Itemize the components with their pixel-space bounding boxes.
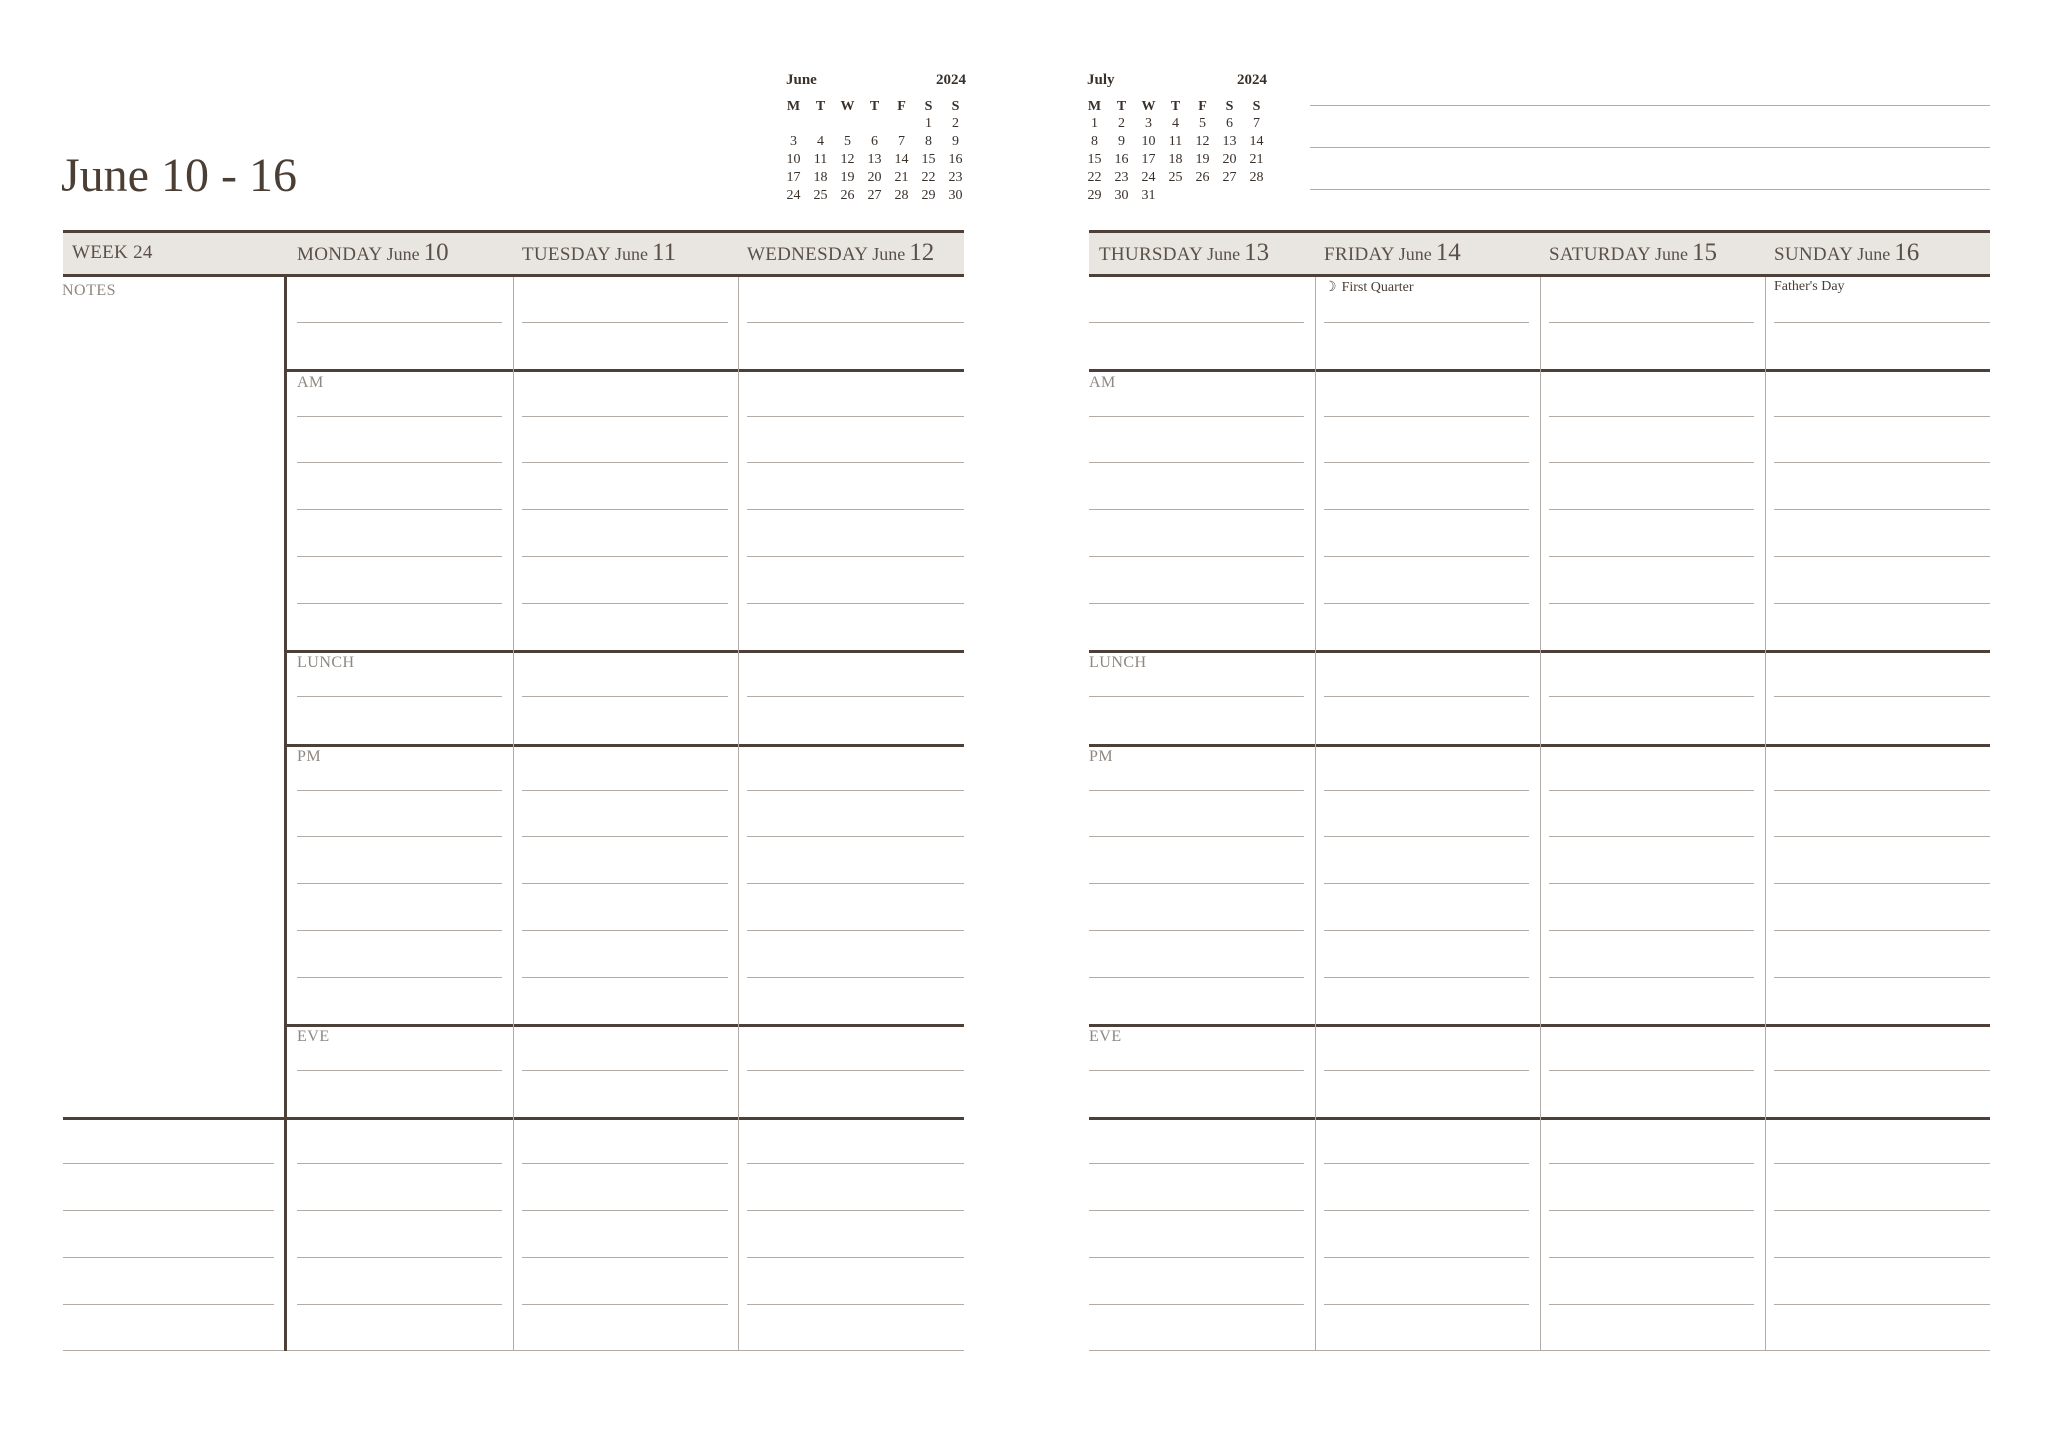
mini-calendar-day[interactable]: 23: [948, 170, 963, 185]
section-label-pm: PM: [297, 748, 322, 765]
day-month: June: [872, 244, 906, 264]
mini-calendar-day[interactable]: 19: [1195, 152, 1210, 167]
mini-calendar-day[interactable]: 16: [948, 152, 963, 167]
write-line[interactable]: [297, 1163, 502, 1164]
write-line[interactable]: [522, 696, 728, 697]
day-header-saturday: [1549, 240, 1717, 265]
note-line[interactable]: [1310, 147, 1990, 148]
mini-calendar-june: [786, 72, 966, 212]
notes-line[interactable]: [63, 1163, 274, 1164]
write-line[interactable]: [1774, 1210, 1990, 1211]
write-line[interactable]: [1774, 696, 1990, 697]
write-line[interactable]: [297, 1304, 502, 1305]
mini-calendar-day[interactable]: 22: [1087, 170, 1102, 185]
write-line[interactable]: [297, 603, 502, 604]
section-label-lunch: LUNCH: [1089, 654, 1147, 671]
mini-calendar-day[interactable]: 3: [1145, 116, 1152, 131]
write-line[interactable]: [297, 556, 502, 557]
section-divider: [286, 1024, 964, 1027]
mini-calendar-day[interactable]: 1: [925, 116, 932, 131]
write-line[interactable]: [747, 883, 964, 884]
write-line[interactable]: [1549, 462, 1754, 463]
section-label-lunch: LUNCH: [297, 654, 355, 671]
day-month: June: [386, 244, 420, 264]
write-line[interactable]: [1774, 836, 1990, 837]
mini-calendar-day[interactable]: 2: [952, 116, 959, 131]
day-number: 16: [1894, 239, 1920, 266]
section-divider: [286, 369, 964, 372]
write-line[interactable]: [297, 416, 502, 417]
write-line[interactable]: [1089, 1210, 1304, 1211]
day-month: June: [615, 244, 649, 264]
write-line[interactable]: [1774, 1257, 1990, 1258]
write-line[interactable]: [1324, 556, 1529, 557]
mini-calendar-dow: S: [951, 99, 960, 114]
write-line[interactable]: [1089, 416, 1304, 417]
write-line[interactable]: [1549, 1210, 1754, 1211]
mini-calendar-day[interactable]: 30: [948, 188, 963, 203]
write-line[interactable]: [1549, 1304, 1754, 1305]
mini-calendar-day[interactable]: 15: [921, 152, 936, 167]
mini-calendar-day[interactable]: 17: [1141, 152, 1156, 167]
write-line[interactable]: [1089, 603, 1304, 604]
write-line[interactable]: [522, 1304, 728, 1305]
write-line[interactable]: [1089, 462, 1304, 463]
column-divider: [1540, 277, 1541, 1351]
mini-calendar-dow: W: [840, 99, 855, 114]
event-first-quarter[interactable]: [1324, 279, 1414, 296]
mini-calendar-day[interactable]: 14: [1249, 134, 1264, 149]
mini-calendar-year: 2024: [936, 72, 966, 88]
write-line[interactable]: [522, 509, 728, 510]
write-line[interactable]: [1549, 790, 1754, 791]
write-line[interactable]: [522, 883, 728, 884]
mini-calendar-day[interactable]: 7: [1253, 116, 1260, 131]
write-line[interactable]: [1089, 322, 1304, 323]
day-number: 12: [909, 239, 935, 266]
write-line[interactable]: [747, 603, 964, 604]
day-header-monday: [297, 240, 449, 265]
mini-calendar-day[interactable]: 25: [1168, 170, 1183, 185]
mini-calendar-day[interactable]: 30: [1114, 188, 1129, 203]
mini-calendar-day[interactable]: 7: [898, 134, 905, 149]
write-line[interactable]: [1324, 977, 1529, 978]
write-line[interactable]: [1774, 977, 1990, 978]
write-line[interactable]: [297, 1257, 502, 1258]
day-name: SATURDAY: [1549, 244, 1652, 265]
write-line[interactable]: [1089, 696, 1304, 697]
notes-line[interactable]: [63, 1257, 274, 1258]
mini-calendar-dow: T: [815, 99, 826, 114]
section-label-eve: EVE: [1089, 1028, 1122, 1045]
write-line[interactable]: [1774, 1070, 1990, 1071]
write-line[interactable]: [522, 977, 728, 978]
mini-calendar-header: [1087, 72, 1267, 90]
write-line[interactable]: [297, 977, 502, 978]
day-name: SUNDAY: [1774, 244, 1854, 265]
write-line[interactable]: [1324, 883, 1529, 884]
day-number: 15: [1692, 239, 1718, 266]
write-line[interactable]: [1549, 696, 1754, 697]
write-line[interactable]: [1089, 836, 1304, 837]
week-title: June 10 - 16: [61, 149, 297, 202]
mini-calendar-day[interactable]: 9: [1118, 134, 1125, 149]
write-line[interactable]: [1774, 930, 1990, 931]
write-line[interactable]: [522, 1070, 728, 1071]
notes-label: NOTES: [62, 282, 117, 299]
write-line[interactable]: [1774, 322, 1990, 323]
write-line[interactable]: [1549, 1070, 1754, 1071]
write-line[interactable]: [1774, 509, 1990, 510]
write-line[interactable]: [747, 836, 964, 837]
write-line[interactable]: [522, 1257, 728, 1258]
write-line[interactable]: [1089, 883, 1304, 884]
mini-calendar-day[interactable]: 6: [871, 134, 878, 149]
write-line[interactable]: [1089, 509, 1304, 510]
mini-calendar-month: June: [786, 72, 817, 88]
mini-calendar-day[interactable]: 28: [894, 188, 909, 203]
day-month: June: [1207, 244, 1241, 264]
write-line[interactable]: [747, 1210, 964, 1211]
write-line[interactable]: [1324, 462, 1529, 463]
day-header-friday: [1324, 240, 1461, 265]
mini-calendar-dow: T: [1170, 99, 1181, 114]
mini-calendar-dow: S: [1225, 99, 1234, 114]
mini-calendar-day[interactable]: 2: [1118, 116, 1125, 131]
section-label-pm: PM: [1089, 748, 1114, 765]
write-line[interactable]: [1324, 1210, 1529, 1211]
write-line[interactable]: [1549, 977, 1754, 978]
write-line[interactable]: [747, 1257, 964, 1258]
mini-calendar-day[interactable]: 27: [867, 188, 882, 203]
section-label-eve: EVE: [297, 1028, 330, 1045]
write-line[interactable]: [1324, 930, 1529, 931]
mini-calendar-dow: W: [1141, 99, 1156, 114]
write-line[interactable]: [522, 930, 728, 931]
mini-calendar-day[interactable]: 10: [1141, 134, 1156, 149]
write-line[interactable]: [1089, 790, 1304, 791]
write-line[interactable]: [522, 322, 728, 323]
mini-calendar-day[interactable]: 27: [1222, 170, 1237, 185]
column-divider: [738, 277, 739, 1351]
write-line[interactable]: [1324, 322, 1529, 323]
day-number: 13: [1244, 239, 1270, 266]
write-line[interactable]: [297, 462, 502, 463]
write-line[interactable]: [522, 462, 728, 463]
event-fathers-day[interactable]: [1774, 279, 1845, 295]
week-number: WEEK 24: [72, 242, 153, 263]
mini-calendar-day[interactable]: 8: [925, 134, 932, 149]
write-line[interactable]: [522, 1163, 728, 1164]
write-line[interactable]: [1089, 1257, 1304, 1258]
write-line[interactable]: [1089, 977, 1304, 978]
mini-calendar-day[interactable]: 1: [1091, 116, 1098, 131]
mini-calendar-day[interactable]: 20: [1222, 152, 1237, 167]
write-line[interactable]: [1089, 930, 1304, 931]
column-divider: [513, 277, 514, 1351]
write-line[interactable]: [1324, 509, 1529, 510]
write-line[interactable]: [1089, 1070, 1304, 1071]
mini-calendar-dow: M: [1087, 99, 1102, 114]
write-line[interactable]: [1324, 416, 1529, 417]
event-text: First Quarter: [1341, 280, 1414, 295]
write-line[interactable]: [1774, 603, 1990, 604]
mini-calendar-day[interactable]: 12: [1195, 134, 1210, 149]
mini-calendar-day[interactable]: 11: [813, 152, 828, 167]
mini-calendar-day[interactable]: 23: [1114, 170, 1129, 185]
mini-calendar-day[interactable]: 11: [1168, 134, 1183, 149]
notes-column-divider: [284, 277, 287, 1351]
mini-calendar-day[interactable]: 8: [1091, 134, 1098, 149]
write-line[interactable]: [747, 416, 964, 417]
write-line[interactable]: [1324, 1257, 1529, 1258]
mini-calendar-day[interactable]: 5: [844, 134, 851, 149]
write-line[interactable]: [747, 790, 964, 791]
write-line[interactable]: [1549, 603, 1754, 604]
notes-line[interactable]: [63, 1210, 274, 1211]
event-text: Father's Day: [1774, 279, 1845, 294]
mini-calendar-day[interactable]: 4: [1172, 116, 1179, 131]
day-name: THURSDAY: [1099, 244, 1204, 265]
mini-calendar-day[interactable]: 20: [867, 170, 882, 185]
write-line[interactable]: [1774, 1163, 1990, 1164]
write-line[interactable]: [747, 556, 964, 557]
mini-calendar-day[interactable]: 14: [894, 152, 909, 167]
day-name: FRIDAY: [1324, 244, 1395, 265]
write-line[interactable]: [297, 883, 502, 884]
section-divider: [286, 650, 964, 653]
write-line[interactable]: [747, 696, 964, 697]
mini-calendar-day[interactable]: 13: [867, 152, 882, 167]
day-month: June: [1398, 244, 1432, 264]
write-line[interactable]: [522, 603, 728, 604]
mini-calendar-dow: T: [869, 99, 880, 114]
mini-calendar-dow: T: [1116, 99, 1127, 114]
day-name: WEDNESDAY: [747, 244, 869, 265]
write-line[interactable]: [1549, 836, 1754, 837]
write-line[interactable]: [1549, 1163, 1754, 1164]
mini-calendar-day[interactable]: 16: [1114, 152, 1129, 167]
mini-calendar-day[interactable]: 13: [1222, 134, 1237, 149]
mini-calendar-year: 2024: [1237, 72, 1267, 88]
mini-calendar-day[interactable]: 3: [790, 134, 797, 149]
day-header-wednesday: [747, 240, 934, 265]
write-line[interactable]: [1549, 556, 1754, 557]
write-line[interactable]: [747, 462, 964, 463]
write-line[interactable]: [1324, 1163, 1529, 1164]
write-line[interactable]: [522, 836, 728, 837]
section-divider: [286, 744, 964, 747]
mini-calendar-day[interactable]: 25: [813, 188, 828, 203]
day-number: 11: [652, 239, 677, 266]
mini-calendar-day[interactable]: 17: [786, 170, 801, 185]
mini-calendar-day[interactable]: 22: [921, 170, 936, 185]
column-divider: [1315, 277, 1316, 1351]
note-line[interactable]: [1310, 105, 1990, 106]
mini-calendar-day[interactable]: 21: [1249, 152, 1264, 167]
mini-calendar-day[interactable]: 29: [1087, 188, 1102, 203]
mini-calendar-day[interactable]: 4: [817, 134, 824, 149]
day-name: MONDAY: [297, 244, 383, 265]
mini-calendar-day[interactable]: 21: [894, 170, 909, 185]
write-line[interactable]: [522, 790, 728, 791]
write-line[interactable]: [1549, 883, 1754, 884]
mini-calendar-day[interactable]: 29: [921, 188, 936, 203]
mini-calendar-day[interactable]: 15: [1087, 152, 1102, 167]
write-line[interactable]: [747, 977, 964, 978]
write-line[interactable]: [522, 416, 728, 417]
write-line[interactable]: [747, 1163, 964, 1164]
write-line[interactable]: [747, 1070, 964, 1071]
mini-calendar-day[interactable]: 10: [786, 152, 801, 167]
write-line[interactable]: [1549, 416, 1754, 417]
write-line[interactable]: [747, 509, 964, 510]
day-month: June: [1655, 244, 1689, 264]
mini-calendar-month: July: [1087, 72, 1115, 88]
write-line[interactable]: [522, 1210, 728, 1211]
day-name: TUESDAY: [522, 244, 612, 265]
day-number: 10: [423, 239, 449, 266]
write-line[interactable]: [1549, 322, 1754, 323]
write-line[interactable]: [1549, 1257, 1754, 1258]
write-line[interactable]: [297, 509, 502, 510]
notes-line[interactable]: [63, 1304, 274, 1305]
day-number: 14: [1435, 239, 1461, 266]
mini-calendar-day[interactable]: 12: [840, 152, 855, 167]
write-line[interactable]: [1774, 416, 1990, 417]
mini-calendar-july: [1087, 72, 1267, 212]
write-line[interactable]: [1549, 509, 1754, 510]
mini-calendar-day[interactable]: 18: [1168, 152, 1183, 167]
write-line[interactable]: [747, 1304, 964, 1305]
day-header-sunday: [1774, 240, 1919, 265]
column-divider: [1765, 277, 1766, 1351]
day-header-tuesday: [522, 240, 676, 265]
write-line[interactable]: [1324, 1070, 1529, 1071]
note-line[interactable]: [1310, 189, 1990, 190]
write-line[interactable]: [1324, 836, 1529, 837]
mini-calendar-dow: F: [1198, 99, 1207, 114]
write-line[interactable]: [1774, 462, 1990, 463]
mini-calendar-day[interactable]: 6: [1226, 116, 1233, 131]
write-line[interactable]: [1774, 883, 1990, 884]
day-month: June: [1857, 244, 1891, 264]
mini-calendar-day[interactable]: 24: [786, 188, 801, 203]
write-line[interactable]: [297, 322, 502, 323]
day-header-thursday: [1099, 240, 1269, 265]
mini-calendar-day[interactable]: 24: [1141, 170, 1156, 185]
mini-calendar-dow: F: [897, 99, 906, 114]
mini-calendar-day[interactable]: 9: [952, 134, 959, 149]
write-line[interactable]: [747, 930, 964, 931]
write-line[interactable]: [1324, 790, 1529, 791]
mini-calendar-day[interactable]: 5: [1199, 116, 1206, 131]
write-line[interactable]: [297, 696, 502, 697]
mini-calendar-dow: S: [1252, 99, 1261, 114]
write-line[interactable]: [1089, 556, 1304, 557]
write-line[interactable]: [297, 1210, 502, 1211]
mini-calendar-dow: S: [924, 99, 933, 114]
write-line[interactable]: [297, 790, 502, 791]
write-line[interactable]: [1774, 790, 1990, 791]
write-line[interactable]: [297, 836, 502, 837]
section-label-am: AM: [297, 374, 324, 391]
write-line[interactable]: [297, 930, 502, 931]
write-line[interactable]: [1324, 603, 1529, 604]
mini-calendar-day[interactable]: 19: [840, 170, 855, 185]
write-line[interactable]: [297, 1070, 502, 1071]
moon-first-quarter-icon: ☽: [1324, 280, 1337, 295]
write-line[interactable]: [1774, 1304, 1990, 1305]
mini-calendar-day[interactable]: 26: [840, 188, 855, 203]
write-line[interactable]: [1324, 1304, 1529, 1305]
mini-calendar-dow: M: [786, 99, 801, 114]
mini-calendar-day[interactable]: 26: [1195, 170, 1210, 185]
mini-calendar-day[interactable]: 18: [813, 170, 828, 185]
mini-calendar-day[interactable]: 28: [1249, 170, 1264, 185]
write-line[interactable]: [1549, 930, 1754, 931]
mini-calendar-header: [786, 72, 966, 90]
mini-calendar-day[interactable]: 31: [1141, 188, 1156, 203]
write-line[interactable]: [1089, 1304, 1304, 1305]
write-line[interactable]: [522, 556, 728, 557]
write-line[interactable]: [1324, 696, 1529, 697]
write-line[interactable]: [747, 322, 964, 323]
write-line[interactable]: [1774, 556, 1990, 557]
section-label-am: AM: [1089, 374, 1116, 391]
write-line[interactable]: [1089, 1163, 1304, 1164]
